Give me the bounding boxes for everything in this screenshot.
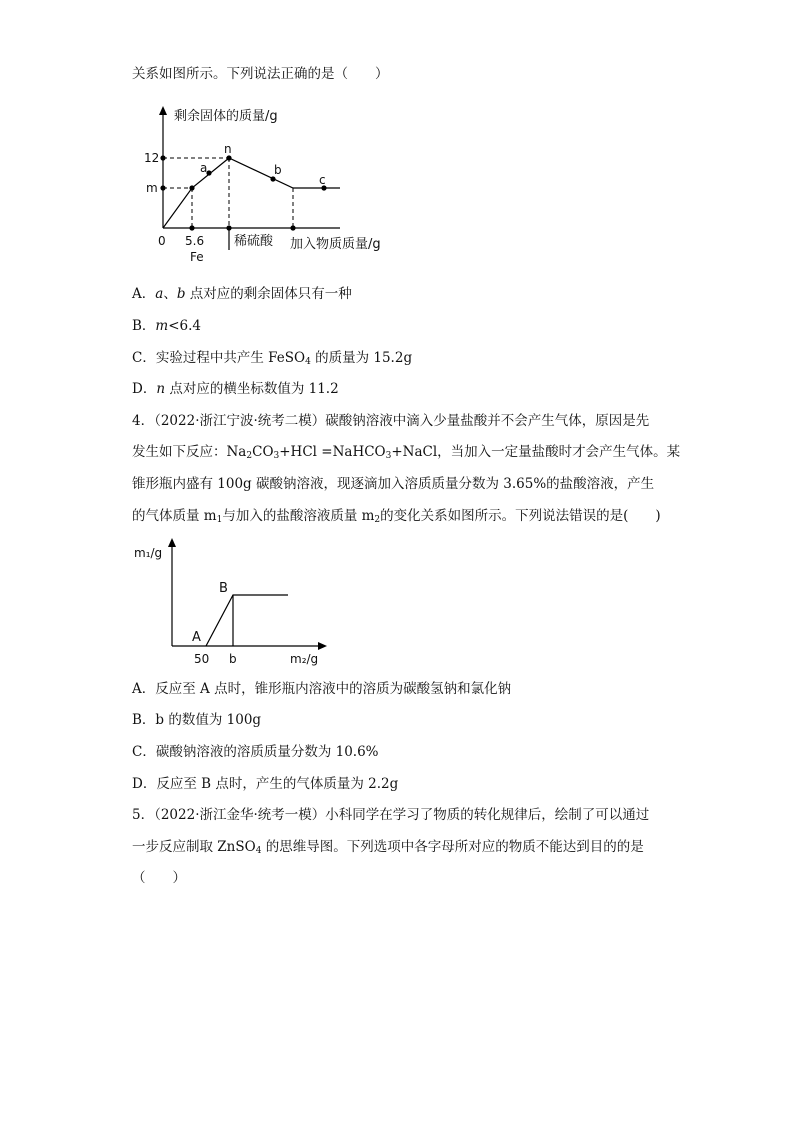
- q3-origin: 0: [158, 234, 166, 248]
- q3-option-a-text: 点对应的剩余固体只有一种: [185, 286, 352, 302]
- q3-option-a-letter: A．: [132, 286, 156, 302]
- q5-line2: [132, 839, 644, 859]
- q5-line2-sub: 4: [255, 846, 262, 856]
- q3-option-c-sub: 4: [305, 357, 311, 367]
- q3-point-fe: [189, 185, 194, 190]
- q4-line4-sub1: 1: [216, 515, 223, 525]
- q3-option-c-text: C．实验过程中共产生 FeSO: [132, 350, 306, 366]
- q3-tick-12: 12: [144, 151, 160, 165]
- q3-option-a: [132, 286, 352, 302]
- q4-tick-b: b: [229, 652, 237, 666]
- q4-line3: 锥形瓶内盛有 100g 碳酸钠溶液，现逐滴加入溶质质量分数为 3.65%的盐酸溶液，产生: [132, 476, 655, 492]
- q4-option-a: A．反应至 A 点时，锥形瓶内溶液中的溶质为碳酸氢钠和氯化钠: [132, 681, 512, 697]
- q3-option-c-post: 的质量为 15.2g: [310, 350, 413, 366]
- q3-label-b: b: [274, 163, 282, 177]
- q4-x-label: m₂/g: [290, 652, 319, 666]
- q3-label-acid: 稀硫酸: [234, 234, 274, 249]
- q4-option-b: B．b 的数值为 100g: [132, 712, 262, 728]
- q4-line2-mid1: CO: [252, 444, 274, 460]
- q4-line4-sub2: 2: [374, 515, 381, 525]
- q3-point-12: [160, 155, 165, 160]
- q4-line4: [132, 508, 661, 528]
- q3-point-n: [226, 155, 231, 160]
- q3-tick-m: m: [146, 181, 158, 195]
- q3-option-d: [132, 381, 339, 397]
- q3-curve: [163, 158, 340, 228]
- q3-option-a-var: a: [155, 286, 164, 302]
- q3-point-b: [270, 176, 275, 181]
- q3-option-b-var: m: [155, 318, 169, 334]
- q4-option-d: D．反应至 B 点时，产生的气体质量为 2.2g: [132, 776, 399, 792]
- q4-line2-sub1: 2: [246, 451, 253, 461]
- q4-line1: 4．（2022·浙江宁波·统考二模）碳酸钠溶液中滴入少量盐酸并不会产生气体，原因是先: [132, 413, 650, 429]
- q3-x-tick-fe: [189, 225, 194, 230]
- q4-curve: [206, 595, 288, 646]
- q3-y-arrow: [159, 106, 167, 115]
- q4-line2: [132, 444, 680, 464]
- q4-option-c: C．碳酸钠溶液的溶质质量分数为 10.6%: [132, 744, 379, 760]
- q4-x-arrow: [318, 642, 327, 650]
- q3-option-b-letter: B．: [132, 318, 156, 334]
- q3-label-a: a: [200, 161, 208, 175]
- q3-option-a-var2: b: [176, 286, 186, 302]
- q3-x-tick-b: [290, 225, 295, 230]
- q4-y-arrow: [168, 538, 176, 547]
- q3-figure: [140, 100, 400, 270]
- q3-option-b-text: <6.4: [168, 318, 202, 334]
- q4-y-label: m₁/g: [134, 546, 163, 560]
- q3-y-label: 剩余固体的质量/g: [174, 109, 278, 124]
- q3-option-d-letter: D．: [132, 381, 157, 397]
- q4-figure: [130, 535, 330, 670]
- q4-line2-sub2: 3: [273, 451, 280, 461]
- q3-label-c: c: [319, 173, 326, 187]
- q5-line1: 5．（2022·浙江金华·统考一模）小科同学在学习了物质的转化规律后，绘制了可以通过: [132, 807, 650, 823]
- q4-tick-50: 50: [194, 652, 210, 666]
- q3-point-m: [160, 185, 165, 190]
- q4-line2-pre: 发生如下反应：Na: [132, 444, 247, 460]
- q4-line2-post: +NaCl，当加入一定量盐酸时才会产生气体。某: [391, 444, 681, 460]
- q5-line3: （ ）: [132, 870, 186, 886]
- q5-line2-pre: 一步反应制取 ZnSO: [132, 839, 256, 855]
- q3-option-a-mid: 、: [163, 286, 177, 302]
- q3-option-d-var: n: [156, 381, 166, 397]
- q3-option-b: [132, 318, 201, 334]
- q3-option-c: [132, 350, 412, 370]
- q5-line2-post: 的思维导图。下列选项中各字母所对应的物质不能达到目的的是: [261, 839, 644, 855]
- q4-line4-pre: 的气体质量 m: [132, 508, 217, 524]
- q3-option-d-text: 点对应的横坐标数值为 11.2: [165, 381, 339, 397]
- q4-label-B: B: [219, 581, 228, 596]
- q4-line2-mid2: +HCl =NaHCO: [279, 444, 386, 460]
- q3-x-label: 加入物质质量/g: [290, 237, 381, 252]
- q3-label-fe: Fe: [190, 250, 204, 264]
- q4-label-A: A: [192, 630, 201, 645]
- q3-intro: 关系如图所示。下列说法正确的是（ ）: [132, 66, 389, 82]
- q3-label-n: n: [224, 142, 232, 156]
- q4-line4-mid: 与加入的盐酸溶液质量 m: [222, 508, 375, 524]
- q4-line4-post: 的变化关系如图所示。下列说法错误的是( ): [380, 508, 661, 524]
- q3-tick-5-6: 5.6: [185, 234, 205, 248]
- q4-line2-sub3: 3: [385, 451, 392, 461]
